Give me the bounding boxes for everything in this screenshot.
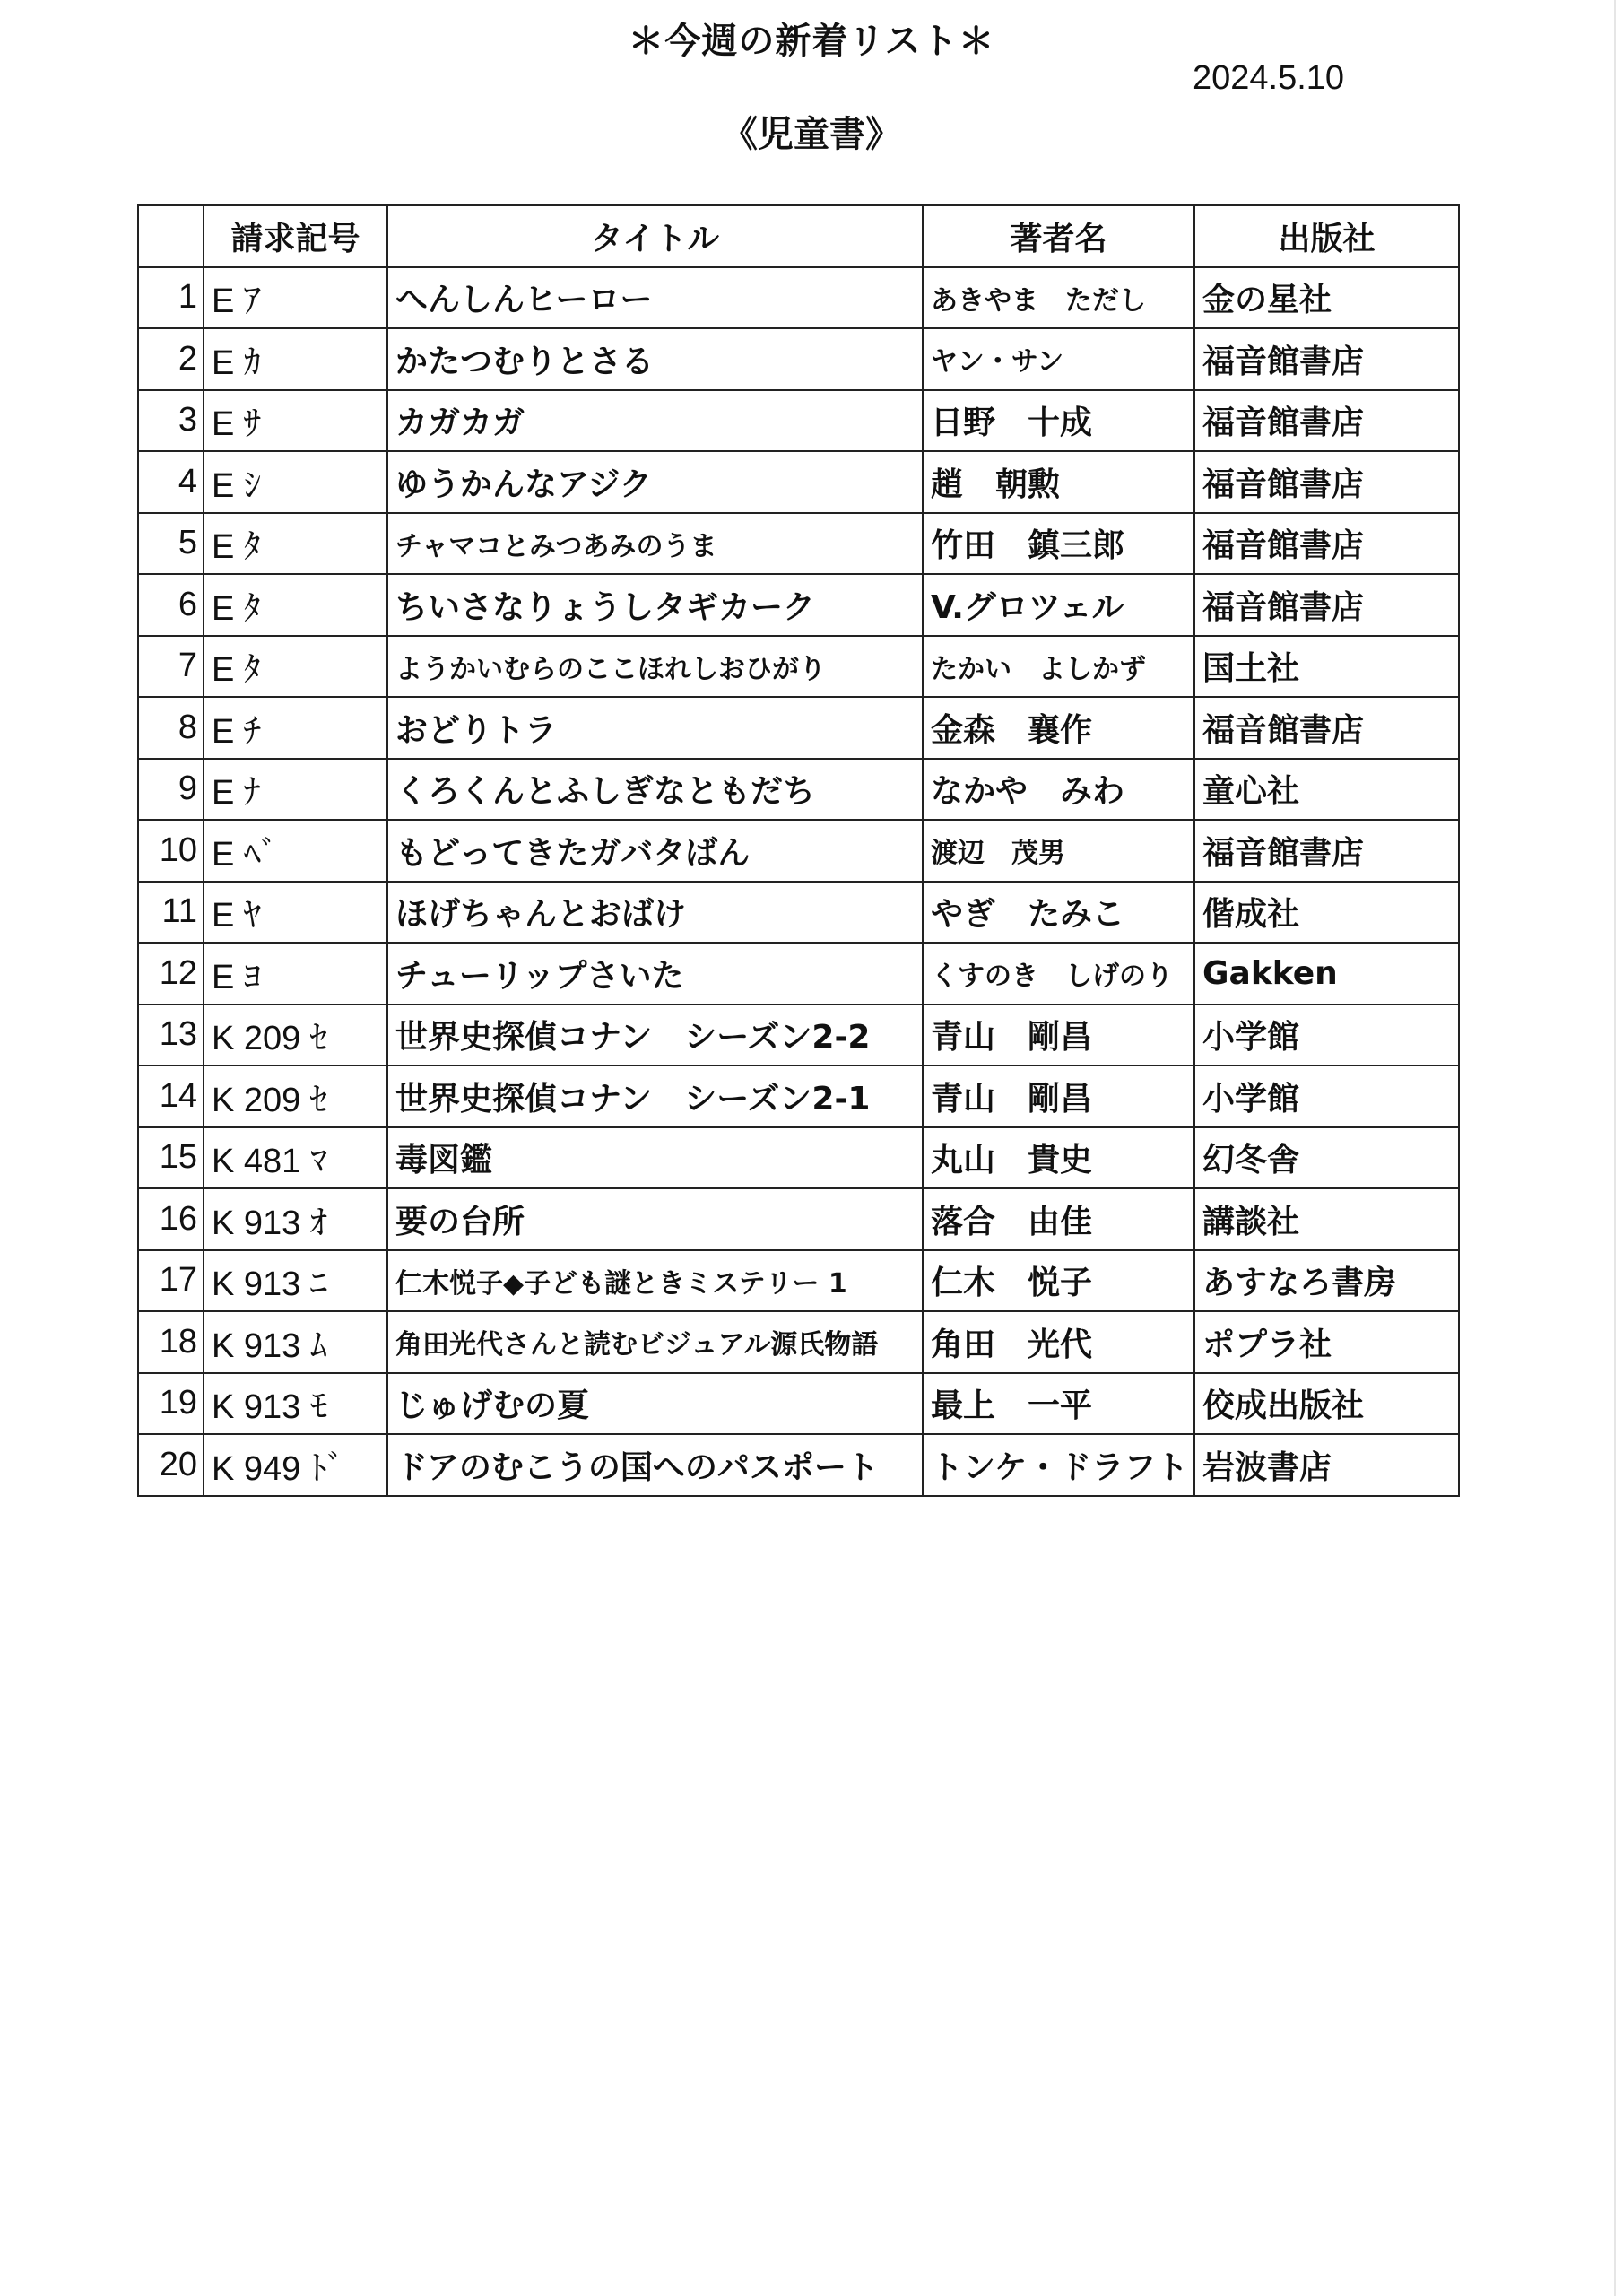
table-row [138,820,1459,882]
book-author: 落合 由佳 [923,1188,1194,1250]
book-publisher: 金の星社 [1194,267,1459,329]
call-number: E ﾀ [204,513,387,575]
book-publisher: 童心社 [1194,759,1459,821]
row-number: 7 [138,636,204,698]
table-row [138,390,1459,452]
book-title: ちいさなりょうしタギカーク [387,574,923,636]
call-number: E ｱ [204,267,387,329]
table-row [138,697,1459,759]
book-publisher: あすなろ書房 [1194,1250,1459,1312]
book-publisher: 福音館書店 [1194,513,1459,575]
call-number: E ｶ [204,328,387,390]
book-author: あきやま ただし [923,267,1194,329]
book-title: 毒図鑑 [387,1127,923,1189]
call-number: E ｻ [204,390,387,452]
book-publisher: 福音館書店 [1194,820,1459,882]
book-publisher: 小学館 [1194,1065,1459,1127]
table-row [138,574,1459,636]
book-publisher: 福音館書店 [1194,451,1459,513]
book-author: 最上 一平 [923,1373,1194,1435]
column-header-call-number: 請求記号 [204,205,387,267]
row-number: 14 [138,1065,204,1127]
call-number: E ﾍﾞ [204,820,387,882]
table-row [138,943,1459,1004]
book-title: ほげちゃんとおばけ [387,882,923,944]
book-title: カガカガ [387,390,923,452]
book-title: チューリップさいた [387,943,923,1004]
book-publisher: 佼成出版社 [1194,1373,1459,1435]
book-author: 竹田 鎮三郎 [923,513,1194,575]
book-title: 要の台所 [387,1188,923,1250]
table-row [138,1065,1459,1127]
table-row [138,267,1459,329]
table-row [138,1250,1459,1312]
call-number: K 913 ﾆ [204,1250,387,1312]
book-publisher: 講談社 [1194,1188,1459,1250]
call-number: K 913 ｵ [204,1188,387,1250]
table-row [138,1311,1459,1373]
book-publisher: ポプラ社 [1194,1311,1459,1373]
book-title: かたつむりとさる [387,328,923,390]
row-number: 20 [138,1434,204,1496]
column-header-number [138,205,204,267]
row-number: 13 [138,1004,204,1066]
table-row [138,1188,1459,1250]
call-number: K 481 ﾏ [204,1127,387,1189]
book-publisher: 小学館 [1194,1004,1459,1066]
book-author: V.グロツェル [923,574,1194,636]
book-author: 趙 朝勲 [923,451,1194,513]
book-title: ようかいむらのここほれしおひがり [387,636,923,698]
book-title: ドアのむこうの国へのパスポート [387,1434,923,1496]
book-title: ゆうかんなアジク [387,451,923,513]
row-number: 16 [138,1188,204,1250]
book-author: 渡辺 茂男 [923,820,1194,882]
book-title: 角田光代さんと読むビジュアル源氏物語 [387,1311,923,1373]
book-title: チャマコとみつあみのうま [387,513,923,575]
table-row [138,1004,1459,1066]
table-header-row [138,205,1459,267]
row-number: 10 [138,820,204,882]
row-number: 2 [138,328,204,390]
row-number: 15 [138,1127,204,1189]
table-row [138,451,1459,513]
book-title: へんしんヒーロー [387,267,923,329]
book-publisher: 幻冬舎 [1194,1127,1459,1189]
table-row [138,328,1459,390]
call-number: E ﾅ [204,759,387,821]
table-row [138,513,1459,575]
book-author: たかい よしかず [923,636,1194,698]
book-title: 世界史探偵コナン シーズン2-1 [387,1065,923,1127]
row-number: 3 [138,390,204,452]
table-row [138,1373,1459,1435]
book-title: もどってきたガバタばん [387,820,923,882]
table-row [138,882,1459,944]
book-publisher: 福音館書店 [1194,328,1459,390]
table-row [138,1127,1459,1189]
row-number: 19 [138,1373,204,1435]
document-date: 2024.5.10 [1193,59,1345,97]
book-title: おどりトラ [387,697,923,759]
book-title: じゅげむの夏 [387,1373,923,1435]
call-number: E ﾔ [204,882,387,944]
table-row [138,636,1459,698]
call-number: K 209 ｾ [204,1004,387,1066]
book-publisher: 福音館書店 [1194,697,1459,759]
book-author: トンケ・ドラフト [923,1434,1194,1496]
row-number: 18 [138,1311,204,1373]
book-author: ヤン・サン [923,328,1194,390]
table-row [138,1434,1459,1496]
row-number: 11 [138,882,204,944]
book-author: 青山 剛昌 [923,1065,1194,1127]
page-edge-shadow [1614,0,1616,2296]
call-number: K 949 ﾄﾞ [204,1434,387,1496]
row-number: 9 [138,759,204,821]
call-number: K 209 ｾ [204,1065,387,1127]
book-author: くすのき しげのり [923,943,1194,1004]
book-publisher: Gakken [1194,943,1459,1004]
column-header-title: タイトル [387,205,923,267]
call-number: E ﾀ [204,574,387,636]
column-header-publisher: 出版社 [1194,205,1459,267]
row-number: 6 [138,574,204,636]
row-number: 8 [138,697,204,759]
book-title: くろくんとふしぎなともだち [387,759,923,821]
book-author: 仁木 悦子 [923,1250,1194,1312]
row-number: 4 [138,451,204,513]
row-number: 5 [138,513,204,575]
call-number: E ﾀ [204,636,387,698]
book-publisher: 国土社 [1194,636,1459,698]
book-publisher: 岩波書店 [1194,1434,1459,1496]
page-title: ＊今週の新着リスト＊ [628,21,995,62]
book-title: 世界史探偵コナン シーズン2-2 [387,1004,923,1066]
book-author: 青山 剛昌 [923,1004,1194,1066]
row-number: 1 [138,267,204,329]
book-publisher: 福音館書店 [1194,574,1459,636]
call-number: E ﾁ [204,697,387,759]
book-author: 角田 光代 [923,1311,1194,1373]
book-author: やぎ たみこ [923,882,1194,944]
call-number: E ｼ [204,451,387,513]
table-row [138,759,1459,821]
book-publisher: 福音館書店 [1194,390,1459,452]
column-header-author: 著者名 [923,205,1194,267]
row-number: 17 [138,1250,204,1312]
book-title: 仁木悦子◆子ども謎ときミステリー 1 [387,1250,923,1312]
call-number: E ﾖ [204,943,387,1004]
call-number: K 913 ﾑ [204,1311,387,1373]
book-author: なかや みわ [923,759,1194,821]
book-author: 金森 襄作 [923,697,1194,759]
section-title: 《児童書》 [722,114,901,155]
book-author: 日野 十成 [923,390,1194,452]
call-number: K 913 ﾓ [204,1373,387,1435]
book-author: 丸山 貴史 [923,1127,1194,1189]
new-books-table [137,204,1460,1497]
row-number: 12 [138,943,204,1004]
book-publisher: 偕成社 [1194,882,1459,944]
